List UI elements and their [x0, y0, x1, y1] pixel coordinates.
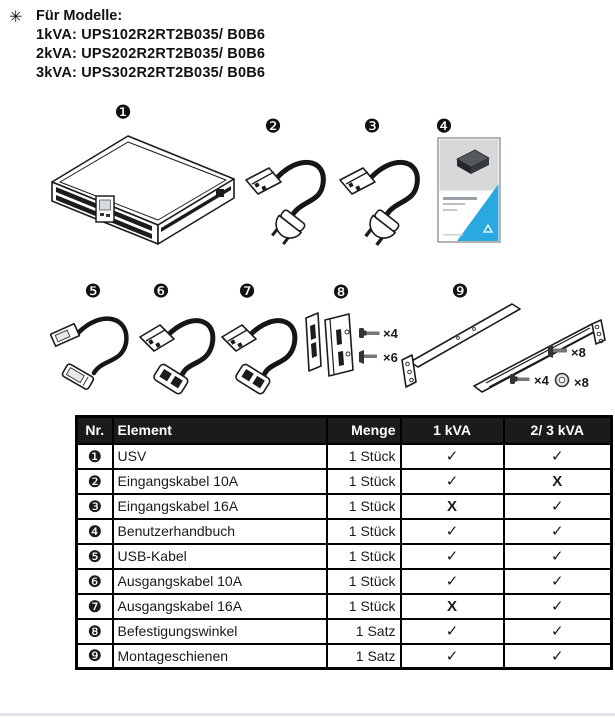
kva1-cell: X — [401, 494, 504, 519]
menge-cell: 1 Stück — [327, 544, 401, 569]
table-row — [77, 469, 612, 494]
kva1-cell: ✓ — [401, 619, 504, 644]
kva23-cell: ✓ — [504, 494, 612, 519]
element-cell: Befestigungswinkel — [113, 619, 327, 644]
package-contents-table — [75, 415, 613, 670]
menge-cell: 1 Satz — [327, 619, 401, 644]
badge-2: ❷ — [264, 115, 282, 138]
models-title: Für Modelle: — [36, 8, 123, 24]
menge-cell: 1 Stück — [327, 444, 401, 469]
col-header-menge: Menge — [327, 417, 401, 444]
col-header-element: Element — [113, 417, 327, 444]
package-contents-figure — [0, 95, 615, 410]
item-number-badge: ❽ — [77, 619, 113, 644]
element-cell: Ausgangskabel 10A — [113, 569, 327, 594]
table-row — [77, 444, 612, 469]
kva1-cell: ✓ — [401, 569, 504, 594]
kva1-cell: ✓ — [401, 644, 504, 669]
item-number-badge: ❾ — [77, 644, 113, 669]
kva1-cell: ✓ — [401, 444, 504, 469]
mounting-rails-illustration — [396, 296, 614, 398]
menge-cell: 1 Stück — [327, 594, 401, 619]
badge-4: ❹ — [435, 115, 453, 138]
col-header-23kva: 2/ 3 kVA — [504, 417, 612, 444]
rail-pan-screw-count: ×4 — [534, 373, 549, 388]
rail-nut-count: ×8 — [574, 375, 589, 390]
bracket-pan-screw-count: ×4 — [383, 326, 398, 341]
input-cable-10a-illustration — [243, 142, 335, 247]
badge-3: ❸ — [363, 115, 381, 138]
user-manual-illustration — [437, 137, 501, 243]
table-row — [77, 619, 612, 644]
col-header-nr: Nr. — [77, 417, 113, 444]
model-line-2kva: 2kVA: UPS202R2RT2B035/ B0B6 — [36, 46, 266, 62]
element-cell: Eingangskabel 10A — [113, 469, 327, 494]
badge-7: ❼ — [238, 280, 256, 303]
item-number-badge: ❸ — [77, 494, 113, 519]
menge-cell: 1 Stück — [327, 469, 401, 494]
table-row — [77, 644, 612, 669]
kva23-cell: ✓ — [504, 569, 612, 594]
item-number-badge: ❷ — [77, 469, 113, 494]
element-cell: Benutzerhandbuch — [113, 519, 327, 544]
badge-9: ❾ — [451, 280, 469, 303]
table-row — [77, 544, 612, 569]
badge-6: ❻ — [152, 280, 170, 303]
output-cable-16a-illustration — [220, 303, 306, 395]
badge-1: ❶ — [114, 101, 132, 124]
badge-8: ❽ — [332, 281, 350, 304]
kva23-cell: ✓ — [504, 444, 612, 469]
kva23-cell: ✓ — [504, 594, 612, 619]
menge-cell: 1 Stück — [327, 569, 401, 594]
kva1-cell: ✓ — [401, 469, 504, 494]
element-cell: USV — [113, 444, 327, 469]
table-row — [77, 519, 612, 544]
menge-cell: 1 Stück — [327, 519, 401, 544]
bracket-flat-screw-count: ×6 — [383, 350, 398, 365]
table-row — [77, 494, 612, 519]
kva23-cell: ✓ — [504, 644, 612, 669]
page-bottom-divider — [0, 713, 615, 716]
mounting-brackets-illustration — [303, 306, 405, 390]
kva23-cell: ✓ — [504, 619, 612, 644]
output-cable-10a-illustration — [138, 303, 224, 395]
kva1-cell: X — [401, 594, 504, 619]
element-cell: Montageschienen — [113, 644, 327, 669]
usb-cable-illustration — [50, 303, 140, 395]
table-header-row — [77, 417, 612, 444]
item-number-badge: ❻ — [77, 569, 113, 594]
badge-5: ❺ — [84, 280, 102, 303]
menge-cell: 1 Satz — [327, 644, 401, 669]
rail-flat-screw-count: ×8 — [571, 345, 586, 360]
item-number-badge: ❹ — [77, 519, 113, 544]
kva1-cell: ✓ — [401, 544, 504, 569]
table-row — [77, 594, 612, 619]
item-number-badge: ❼ — [77, 594, 113, 619]
element-cell: USB-Kabel — [113, 544, 327, 569]
model-line-3kva: 3kVA: UPS302R2RT2B035/ B0B6 — [36, 65, 266, 81]
table-row — [77, 569, 612, 594]
model-line-1kva: 1kVA: UPS102R2RT2B035/ B0B6 — [36, 27, 266, 43]
input-cable-16a-illustration — [337, 142, 429, 247]
kva23-cell: ✓ — [504, 544, 612, 569]
asterisk-marker-icon: ✳ — [9, 9, 23, 26]
col-header-1kva: 1 kVA — [401, 417, 504, 444]
menge-cell: 1 Stück — [327, 494, 401, 519]
ups-illustration — [48, 130, 240, 248]
item-number-badge: ❶ — [77, 444, 113, 469]
item-number-badge: ❺ — [77, 544, 113, 569]
kva1-cell: ✓ — [401, 519, 504, 544]
kva23-cell: X — [504, 469, 612, 494]
element-cell: Eingangskabel 16A — [113, 494, 327, 519]
kva23-cell: ✓ — [504, 519, 612, 544]
element-cell: Ausgangskabel 16A — [113, 594, 327, 619]
